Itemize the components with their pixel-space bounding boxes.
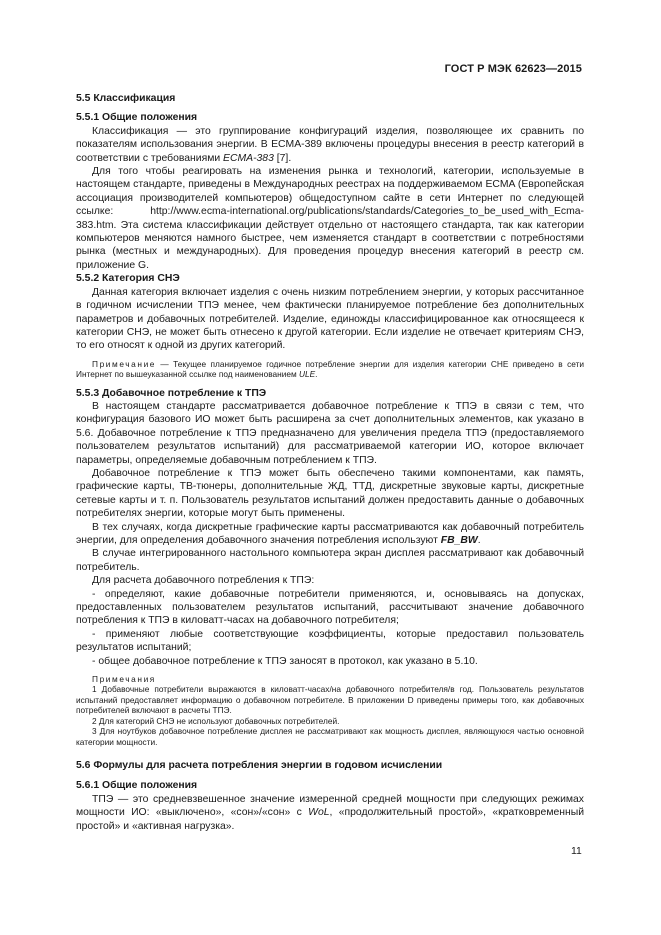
list-item: - применяют любые соответствующие коэффициенты, которые предоставил пользователь результатов испытаний;	[76, 628, 584, 654]
paragraph	[76, 125, 584, 165]
paragraph-text: Классификация — это группирование конфигураций изделия, позволяющее их сравнить по показателям использования энергии. В ECMA-389 включены процедуры внесения в реестр категорий в соответствии с требованиями	[76, 125, 584, 164]
section-5-6-heading: 5.6 Формулы для расчета потребления энергии в годовом исчислении	[76, 759, 443, 771]
paragraph: Добавочное потребление к ТПЭ может быть обеспечено такими компонентами, как память, графические карты, ТВ-тюнеры, дополнительные ЖД, ТТД, дискретные звуковые карты, дискретные сетевые карты и т. п. Пользователь результатов испытаний должен предоставить данные о добавочных потребителях энергии, которые могут быть применены.	[76, 467, 584, 520]
reference-italic: FB_BW	[440, 535, 478, 546]
page-content	[76, 92, 584, 833]
note-item: 2 Для категорий СНЭ не используют добавочных потребителей.	[92, 715, 340, 726]
note-text: — Текущее планируемое годичное потребление энергии для изделия категории СНЕ приведено в сети Интернет по вышеуказанной ссылке под наименованием	[76, 358, 584, 380]
paragraph-text: .	[477, 535, 481, 546]
paragraph-text: [7].	[273, 152, 292, 164]
note-item: 1 Добавочные потребители выражаются в киловатт-часах/на добавочного потребителя/в год. Пользователь результатов испытаний предоставляет информацию о добавочном потребителе. В приложении D приведены примеры того, как добавочных потребителей включают в расчеты ТПЭ.	[76, 684, 584, 716]
document-id-header: ГОСТ Р МЭК 62623—2015	[444, 63, 582, 75]
section-5-5-1-heading: 5.5.1 Общие положения	[76, 112, 198, 124]
section-5-5-3-heading: 5.5.3 Добавочное потребление к ТПЭ	[76, 387, 267, 399]
section-5-5-heading: 5.5 Классификация	[76, 93, 176, 104]
reference-italic: WoL	[308, 807, 330, 819]
section-5-5-2-heading: 5.5.2 Категория СНЭ	[76, 273, 180, 285]
page-number: 11	[571, 846, 582, 857]
paragraph	[76, 521, 584, 548]
paragraph-text: , «продолжительный простой», «кратковременный простой» и «активная нагрузка».	[76, 807, 585, 832]
notes-label: Примечания	[92, 674, 156, 685]
note-reference: ULE	[299, 369, 316, 380]
paragraph: В настоящем стандарте рассматривается добавочное потребление к ТПЭ в связи с тем, что конфигурация базового ИО может быть расширена за счет дополнительных элементов, как указано в 5.6. Добавочное потребление к ТПЭ предназначено для увеличения предела ТПЭ (предоставляемого пользователем результатов испытаний) для рассматриваемой категории ИО, которое включает параметры, определяемые добавочным потреблением к ТПЭ.	[76, 400, 584, 466]
paragraph-text: В тех случаях, когда дискретные графические карты рассматриваются как добавочный потребитель энергии, для определения добавочного значения потребления используют	[76, 521, 584, 546]
list-item: - общее добавочное потребление к ТПЭ заносят в протокол, как указано в 5.10.	[92, 655, 478, 667]
reference-italic: ECMA-383	[223, 152, 274, 164]
paragraph: Данная категория включает изделия с очень низким потреблением энергии, у которых рассчитанное в годичном исчислении ТПЭ менее, чем фактически планируемое потребление без дополнительных параметров и добавочных потребителей. Изделие, единожды классифицированное как относящееся к категории СНЭ, не может быть отнесено к другой категории. Если изделие не отвечает критериям СНЭ, то его относят к одной из других категорий.	[76, 286, 584, 352]
note	[76, 359, 584, 380]
section-5-6-1-heading: 5.6.1 Общие положения	[76, 780, 198, 792]
paragraph: В случае интегрированного настольного компьютера экран дисплея рассматривают как добавочный потребитель.	[76, 548, 584, 573]
paragraph: Для расчета добавочного потребления к ТПЭ:	[92, 575, 315, 587]
paragraph-text: ТПЭ — это средневзвешенное значение измеренной средней мощности при следующих режимах мощности ИО: «выключено», «сон»/«сон» с	[76, 793, 584, 819]
list-item: - определяют, какие добавочные потребители применяются, и, основываясь на допусках, предоставленных пользователем результатов испытаний, рассчитывают значение добавочного потребления к ТПЭ в киловатт-часах на добавочного потребителя;	[76, 588, 584, 627]
paragraph: Для того чтобы реагировать на изменения рынка и технологий, категории, используемые в настоящем стандарте, приведены в Международных реестрах на поддерживаемом ECMA (Европейская ассоциация производителей компьютеров) общедоступном сайте в сети Интернет по следующей ссылке: http://www.ecma-international.org/publications/standards/Categories_to_be_used_with_Ecma-383.htm. Эта система классификации действует отдельно от настоящего стандарта, так как категории компьютеров меняются намного быстрее, чем изменяется стандарт в соответствии с потребностями рынка (местных и международных). Для проведения процедур внесения категорий в реестр см. приложение G.	[76, 166, 584, 271]
note-item: 3 Для ноутбуков добавочное потребление дисплея не рассматривают как мощность дисплея, являющуюся частью основной категории мощности.	[76, 726, 584, 747]
note-text: .	[315, 369, 318, 380]
note-label: Примечание	[92, 358, 157, 369]
paragraph	[76, 793, 584, 833]
